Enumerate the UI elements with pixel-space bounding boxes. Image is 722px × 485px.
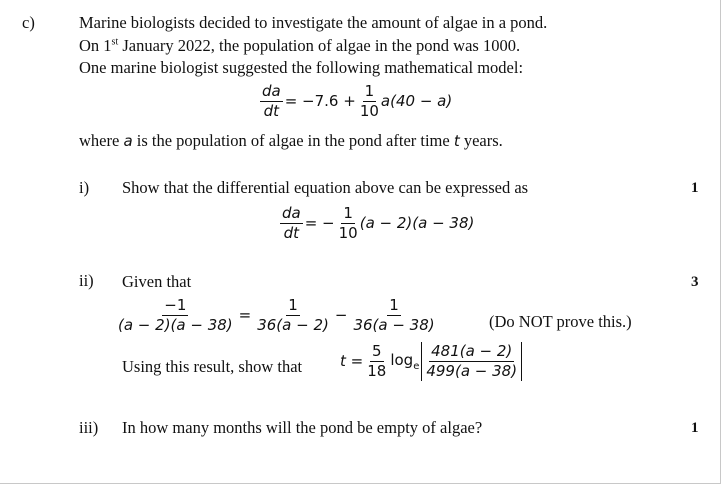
- q2-label: ii): [79, 271, 94, 290]
- q2-f3-den: 36(a − 38): [353, 315, 435, 334]
- q2-f3-num: 1: [389, 296, 399, 314]
- q2-c-den: 18: [367, 361, 387, 380]
- model-tail: a(40 − a): [380, 92, 453, 111]
- q1-equation: [280, 204, 474, 243]
- model-coef-num: 1: [364, 82, 375, 100]
- q2-f2-num: 1: [288, 296, 298, 314]
- model-eq-mid: = −7.6 +: [284, 92, 356, 111]
- q1-tail: (a − 2)(a − 38): [359, 214, 475, 233]
- intro-line-1: Marine biologists decided to investigate the amount of algae in a pond.: [79, 13, 548, 32]
- q1-text: Show that the differential equation above can be expressed as: [122, 178, 529, 197]
- model-coef-den: 10: [359, 101, 379, 120]
- intro-line-2: On 1st January 2022, the population of algae in the pond was 1000.: [79, 36, 521, 55]
- part-label: c): [22, 13, 35, 32]
- q2-abs-num: 481(a − 2): [431, 342, 513, 360]
- q1-eq-mid: = −: [304, 214, 335, 233]
- q1-label: i): [79, 178, 90, 197]
- model-equation: [260, 82, 452, 121]
- q3-text: In how many months will the pond be empty of algae?: [122, 418, 483, 437]
- q1-lhs-den: dt: [283, 223, 300, 242]
- q2-c-num: 5: [371, 342, 382, 360]
- q2-f1-num: −1: [164, 296, 187, 314]
- model-lhs-den: dt: [263, 101, 280, 120]
- q2-result-equation: [340, 342, 522, 381]
- q2-log-base: e: [413, 360, 420, 372]
- q1-lhs-num: da: [282, 204, 301, 222]
- q2-f1-den: (a − 2)(a − 38): [118, 315, 233, 334]
- q2-marks: 3: [691, 274, 699, 290]
- where-line: where a is the population of algae in the pond after time t years.: [79, 131, 503, 150]
- q2-given: Given that: [122, 272, 192, 291]
- q2-partial-fractions: [116, 296, 437, 335]
- q2-note: (Do NOT prove this.): [489, 312, 632, 331]
- q2-using: Using this result, show that: [122, 357, 303, 376]
- q2-log: log: [390, 350, 414, 369]
- q2-eq-sign: =: [238, 306, 252, 325]
- q2-f2-den: 36(a − 2): [257, 315, 329, 334]
- q2-t-eq: t =: [340, 352, 364, 371]
- q1-coef-den: 10: [338, 223, 358, 242]
- q2-abs-den: 499(a − 38): [426, 361, 518, 380]
- intro-line-3: One marine biologist suggested the following mathematical model:: [79, 58, 524, 77]
- q3-label: iii): [79, 418, 99, 437]
- q1-marks: 1: [691, 180, 699, 196]
- q2-minus-sign: −: [334, 306, 348, 325]
- model-lhs-num: da: [262, 82, 281, 100]
- q3-marks: 1: [691, 420, 699, 436]
- q1-coef-num: 1: [343, 204, 353, 222]
